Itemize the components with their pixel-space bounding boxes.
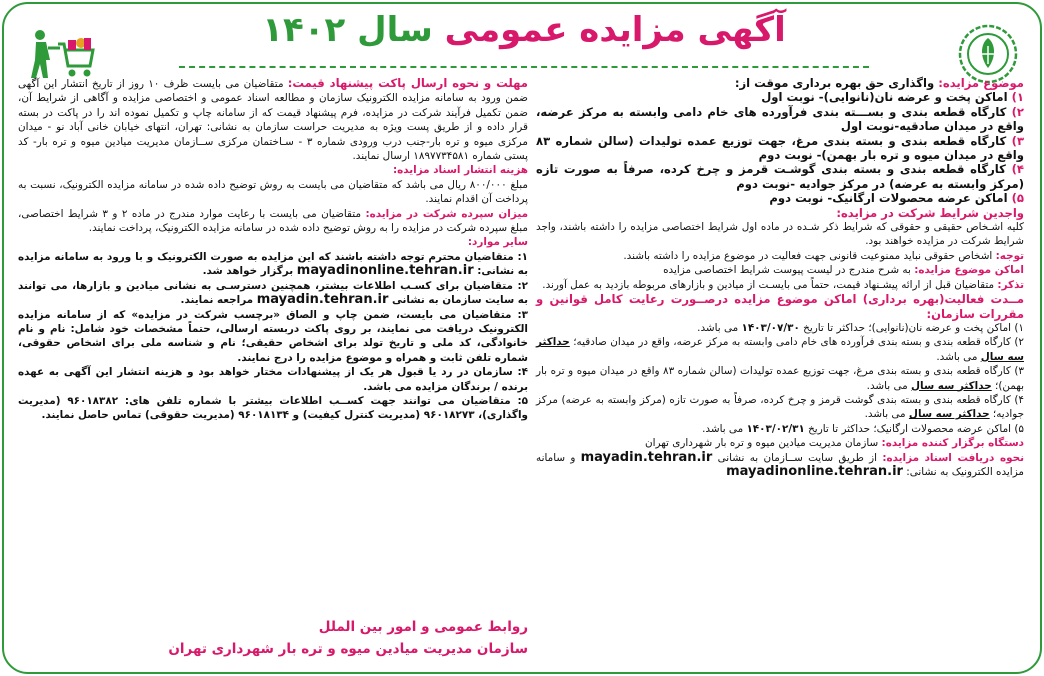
list-item: ۲) کارگاه قطعه بندی و بســـته بندی فرآورده های خام دامی وابسته به مرکز عرضه، واقع در میدان صادقیه-نوبت اول: [536, 104, 1024, 134]
conditions-heading: واجدین شرایط شرکت در مزایده:: [836, 205, 1024, 220]
other-heading: سایر موارد:: [467, 236, 528, 249]
deadline-heading: مهلت و نحوه ارسال پاکت پیشنهاد قیمت:: [287, 76, 528, 90]
places-heading: اماکن موضوع مزایده:: [914, 264, 1024, 277]
page-title: [164, 10, 884, 50]
left-column: [18, 76, 528, 423]
footer-line-2: سازمان مدیریت میادین میوه و تره بار شهرداری تهران: [168, 641, 528, 657]
note-text: اشخاص حقوقی نباید ممنوعیت قانونی جهت فعالیت در موضوع مزایده را داشته باشند.: [623, 249, 993, 262]
subject-heading: موضوع مزایده:: [938, 76, 1024, 90]
period-item: ۵) اماکن عرضه محصولات ارگانیک؛ حداکثر تا تاریخ ۱۴۰۳/۰۲/۳۱ می باشد.: [702, 422, 1024, 435]
deposit-text: متقاضیان می بایست با رعایت موارد مندرج در ماده ۲ و ۳ شرایط اختصاصی، مبلغ سپرده شرکت در مزایده را به روش توضیح داده شده در سامانه مزایده الکترونیک، پرداخت نمایند.: [18, 207, 528, 235]
title-main: آگهی مزایده عمومی: [444, 10, 786, 50]
footer-signature: [18, 616, 528, 660]
deadline-text: متقاضیان می بایست ظرف ۱۰ روز از تاریخ انتشار این آگهی ضمن ورود به سامانه مزایده الکترونیک سازمان و مطالعه اسناد عمومی و اختصاصی مزایده و آگاهی از شرایط آن، ضمن تکمیل فرآیند شرکت در مزایده، فرم پیشنهاد قیمت که از سامانه چاپ و تکمیل نموده اند را در پاکت در بسته قرار داده و از طریق پست ویژه به مدیریت حراست سازمان به نشانی: تهران، انتهای خیابان خانی آباد نو - میدان مرکزی میوه و تره بار-جنب درب ورودی شماره ۳ - سـاختمان مرکزی ســازمان مدیریت میادین میوه و تره بار- کد پستی شماره ۱۸۹۷۷۳۴۵۸۱ ارسال نمایند.: [18, 78, 528, 163]
fee-text: مبلغ ۸۰۰/۰۰۰ ریال می باشد که متقاضیان می بایست به روش توضیح داده شده در سامانه مزایده الکترونیک، نسبت به پرداخت آن اقدام نمایند.: [18, 178, 528, 206]
period-item: ۳) کارگاه قطعه بندی و بسته بندی مرغ، جهت توزیع عمده تولیدات (سالن شماره ۸۳ واقع در میدان میوه و تره بار بهمن)؛ حداکثر سه سال می باشد.: [536, 365, 1024, 392]
docs-heading: نحوه دریافت اسناد مزایده:: [882, 451, 1024, 464]
docs-link-mayadin[interactable]: mayadin.tehran.ir: [580, 449, 713, 465]
period-item: ۴) کارگاه قطعه بندی و بسته بندی گوشت قرمز و چرخ کرده، صرفاً به صورت تازه (مرکز وابسته به عرضه) مرکز جوادیه؛ حداکثر سه سال می باشد.: [536, 393, 1024, 421]
other-item-4: ۴: سازمان در رد یا قبول هر یک از پیشنهادات مختار خواهد بود و هزینه انتشار این آگهی به عهده برنده / برندگان مزایده می باشد.: [18, 366, 528, 393]
period-item: ۱) اماکن پخت و عرضه نان(نانوایی)؛ حداکثر تا تاریخ ۱۴۰۳/۰۷/۳۰ می باشد.: [697, 321, 1024, 334]
organizer-text: سازمان مدیریت میادین میوه و تره بار شهرداری تهران: [645, 437, 879, 450]
period-item: ۲) کارگاه قطعه بندی و بسته بندی فرآورده های خام دامی وابسته به مرکز عرضه، واقع در میدان صادقیه؛ حداکثر سه سال می باشد.: [536, 336, 1024, 363]
organizer-heading: دستگاه برگزار کننده مزایده:: [881, 437, 1024, 450]
other-item-3: ۳: متقاضیان می بایست، ضمن چاپ و الصاق «برچسب شرکت در مزایده» که از سامانه مزایده الکترونیک دریافت می نمایند، بر روی پاکت دربسته ارسالی، حتماً مشخصات خود شامل: نام و نام خانوادگی، کد ملی و تاریخ تولد برای اشخاص حقیقی؛ نام و شناسه ملی برای اشخاص حقوقی، شماره تلفن ثابت و همراه و موضوع مزایده را درج نمایند.: [18, 308, 528, 364]
footer-line-1: روابط عمومی و امور بین الملل: [318, 619, 528, 635]
conditions-text: کلیه اشـخاص حقیقی و حقوقی که شرایط ذکر شـده در ماده اول شرایط اختصاصی مزایده را داشته باشند، واجد شرایط شرکت در مزایده خواهند بود.: [536, 221, 1024, 248]
right-column: موضوع مزایده: واگذاری حق بهره برداری موقت از: ۱) اماکن پخت و عرضه نان(نانوایی)- نوبت اول ۲) کارگاه قطعه بندی و بســـته بندی فرآورده های خام دامی وابسته به مرکز عرضه، واقع در میدان صادقیه-نوبت اول ۳) کارگاه قطعه بندی و بسته بندی مرغ، جهت توزیع عمده تولیدات (سالن شماره ۸۳ واقع در میدان میوه و تره بار بهمن)- نوبت دوم ۴) کارگاه قطعه بندی و بسته بندی گوشـت قرمز و چرخ کرده، صرفاً به صورت تازه (مرکز وابسته به عرضه) در مرکز جوادیه -نوبت دوم ۵) اماکن عرضه محصولات ارگانیک- نوبت دوم واجدین شرایط شرکت در مزایده: کلیه اشـخاص حقیقی و حقوقی که شرایط ذکر شـده در ماده اول شرایط اختصاصی مزایده را داشته باشند، واجد شرایط شرکت در مزایده خواهند بود. توجه: اشخاص حقوقی نباید ممنوعیت قانونی جهت فعالیت در موضوع مزایده را داشته باشند. اماکن موضوع مزایده: به شرح مندرج در لیست پیوست شرایط اختصاصی مزایده تذکر: متقاضیان قبل از ارائه پیشـنهاد قیمت، حتماً می بایسـت از میادین و بازارهای مربوطه بازدید به عمل آورند. مــدت فعالیت(بهره برداری) اماکن موضوع مزایده درصــورت رعایت کامل قوانین و مقررات سازمان: ۱) اماکن پخت و عرضه نان(نانوایی)؛ حداکثر تا تاریخ ۱۴۰۳/۰۷/۳۰ می باشد. ۲) کارگاه قطعه بندی و بسته بندی فرآورده های خام دامی وابسته به مرکز عرضه، واقع در میدان صادقیه؛ حداکثر سه سال می باشد. ۳) کارگاه قطعه بندی و بسته بندی مرغ، جهت توزیع عمده تولیدات (سالن شماره ۸۳ واقع در میدان میوه و تره بار بهمن)؛ حداکثر سه سال می باشد. ۴) کارگاه قطعه بندی و بسته بندی گوشت قرمز و چرخ کرده، صرفاً به صورت تازه (مرکز وابسته به عرضه) مرکز جوادیه؛ حداکثر سه سال می باشد. ۵) اماکن عرضه محصولات ارگانیک؛ حداکثر تا تاریخ ۱۴۰۳/۰۲/۳۱ می باشد. دستگاه برگزار کننده مزایده: سازمان مدیریت میادین میوه و تره بار شهرداری تهران نحوه دریافت اسناد مزایده: از طریق سایت ســازمان به نشانی mayadin.tehran.ir و سامانه مزایده الکترونیک به نشانی: mayadinonline.tehran.ir: [536, 76, 1025, 479]
note-heading: توجه:: [995, 249, 1024, 262]
subject-text: واگذاری حق بهره برداری موقت از:: [734, 76, 935, 90]
period-heading: مــدت فعالیت(بهره برداری) اماکن موضوع مزایده درصــورت رعایت کامل قوانین و مقررات سازمان:: [536, 292, 1024, 321]
reminder-text: متقاضیان قبل از ارائه پیشـنهاد قیمت، حتماً می بایسـت از میادین و بازارهای مربوطه بازدید به عمل آورند.: [542, 278, 995, 291]
link-mayadin[interactable]: mayadin.tehran.ir: [256, 292, 389, 308]
places-text: به شرح مندرج در لیست پیوست شرایط اختصاصی مزایده: [663, 264, 911, 277]
other-item-1: ۱: متقاضیان محترم توجه داشته باشند که این مزایده به صورت الکترونیک و با ورود به سامانه مزایده به نشانی: mayadinonline.tehran.ir برگزار خواهد شد.: [18, 250, 528, 279]
list-item: ۱) اماکن پخت و عرضه نان(نانوایی)- نوبت اول: [761, 90, 1024, 105]
deposit-heading: میزان سپرده شرکت در مزایده:: [365, 207, 529, 220]
docs-link-mayadinonline[interactable]: mayadinonline.tehran.ir: [726, 463, 903, 479]
list-item: ۴) کارگاه قطعه بندی و بسته بندی گوشـت قرمز و چرخ کرده، صرفاً به صورت تازه (مرکز وابسته به عرضه) در مرکز جوادیه -نوبت دوم: [536, 162, 1024, 191]
fee-heading: هزینه انتشار اسناد مزایده:: [392, 164, 528, 177]
title-divider: [179, 66, 869, 68]
list-item: ۵) اماکن عرضه محصولات ارگانیک- نوبت دوم: [769, 191, 1024, 206]
list-item: ۳) کارگاه قطعه بندی و بسته بندی مرغ، جهت توزیع عمده تولیدات (سالن شماره ۸۳ واقع در میدان میوه و تره بار بهمن)- نوبت دوم: [536, 133, 1025, 163]
notice-frame: [2, 2, 1042, 674]
other-item-5: ۵: متقاضیان می توانند جهت کســب اطلاعات بیشتر با شماره تلفن های: ۹۶۰۱۸۳۸۲ (مدیریت واگذاری)، ۹۶۰۱۸۲۷۳ (مدیریت کنترل کیفیت) و ۹۶۰۱۸۱۳۴ (مدیریت حقوقی) تماس حاصل نمایند.: [18, 394, 528, 422]
other-item-2: ۲: متقاضیان برای کسـب اطلاعات بیشتر، همچنین دسترسـی به نشانی میادین و بازارها، می توانند به سایت سازمان به نشانی mayadin.tehran.ir مراجعه نمایند.: [18, 279, 528, 308]
reminder-heading: تذکر:: [997, 278, 1024, 291]
link-mayadinonline[interactable]: mayadinonline.tehran.ir: [296, 263, 474, 279]
tehran-municipality-seal-icon: [958, 24, 1018, 84]
title-year: سال ۱۴۰۲: [262, 10, 433, 50]
